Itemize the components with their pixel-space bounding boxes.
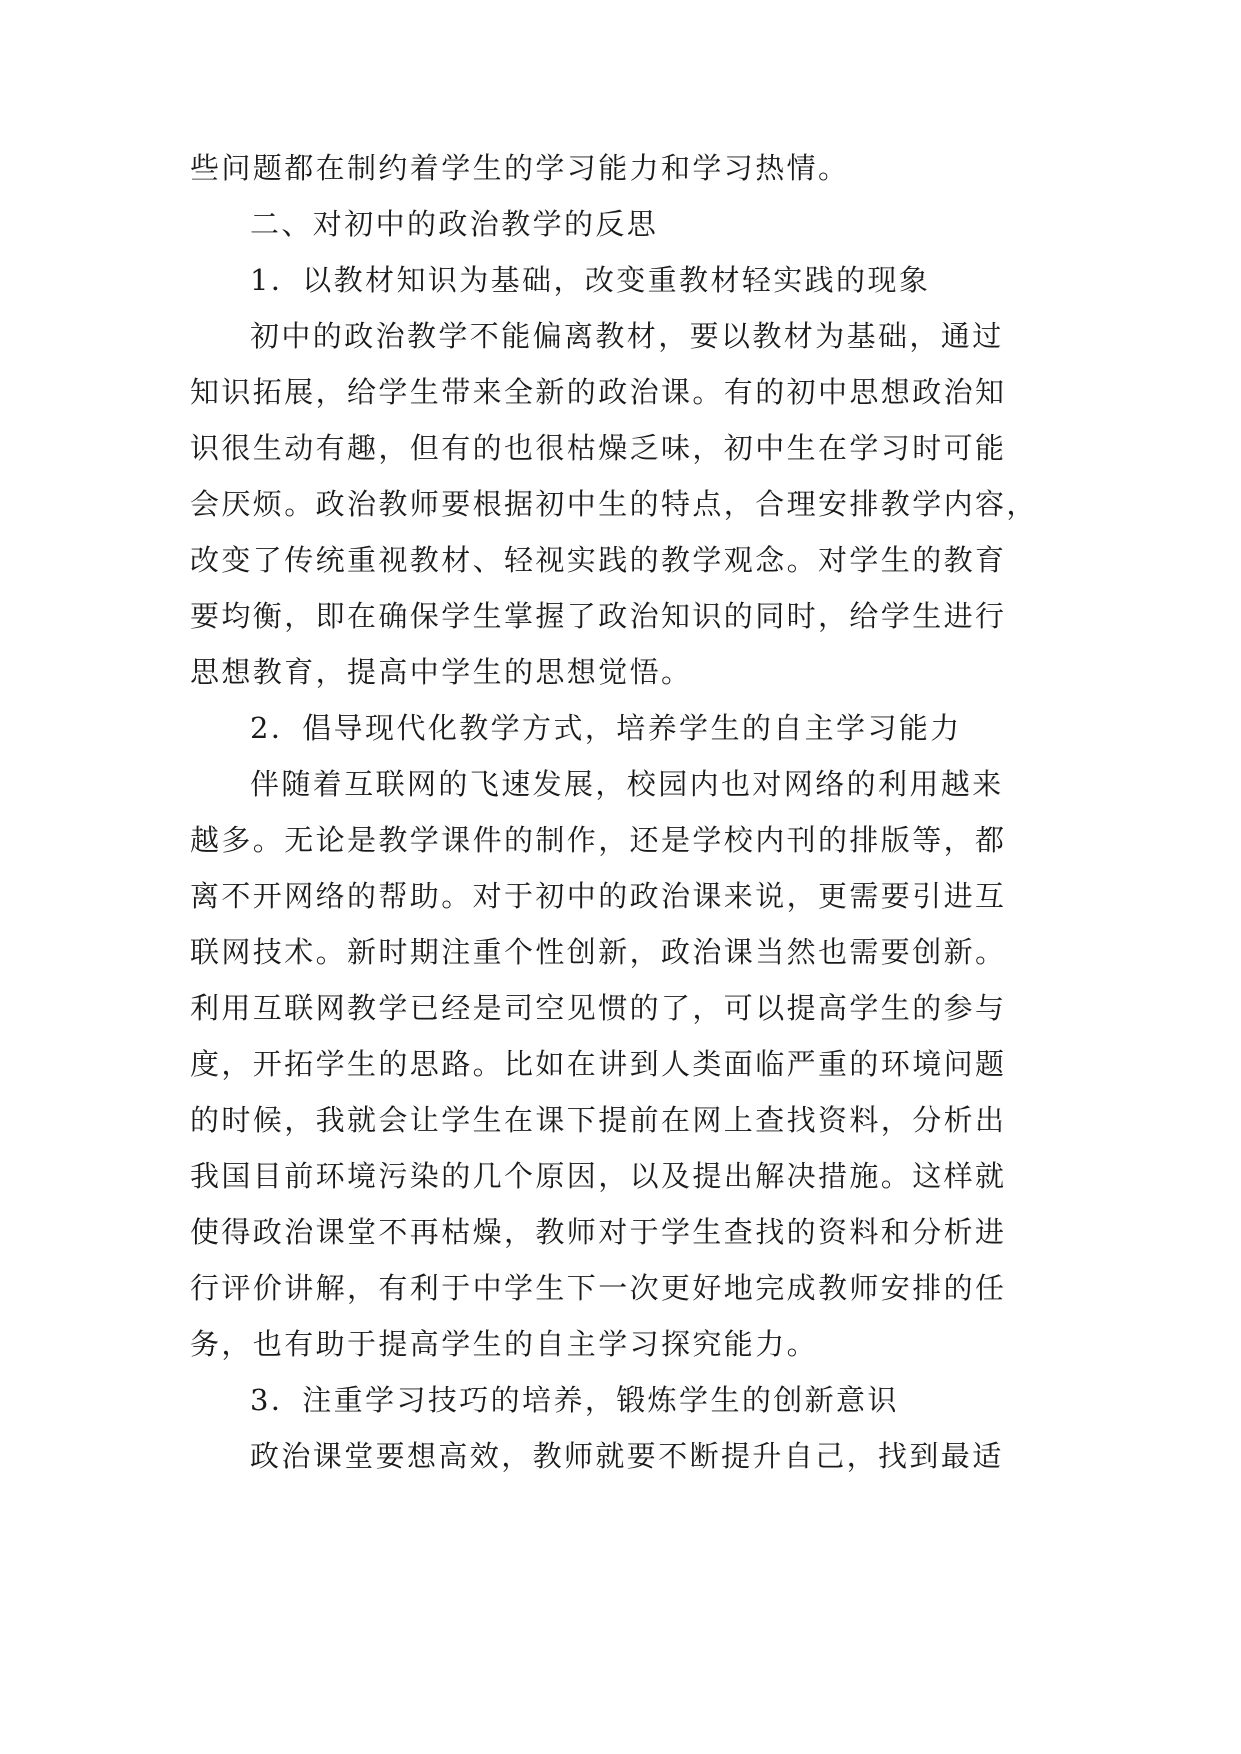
section-heading: 二、对初中的政治教学的反思 <box>250 207 659 241</box>
text-line: 会厌烦。政治教师要根据初中生的特点，合理安排教学内容， <box>190 487 1038 521</box>
text-line: 伴随着互联网的飞速发展，校园内也对网络的利用越来 <box>250 767 1004 801</box>
subsection-heading: 1．以教材知识为基础，改变重教材轻实践的现象 <box>250 263 931 297</box>
text-line: 的时候，我就会让学生在课下提前在网上查找资料，分析出 <box>190 1103 1007 1137</box>
text-line: 越多。无论是教学课件的制作，还是学校内刊的排版等，都 <box>190 823 1007 857</box>
text-line: 知识拓展，给学生带来全新的政治课。有的初中思想政治知 <box>190 375 1007 409</box>
text-line: 联网技术。新时期注重个性创新，政治课当然也需要创新。 <box>190 935 1007 969</box>
text-line: 些问题都在制约着学生的学习能力和学习热情。 <box>190 151 850 185</box>
text-line: 政治课堂要想高效，教师就要不断提升自己，找到最适 <box>250 1439 1004 1473</box>
text-line: 思想教育，提高中学生的思想觉悟。 <box>190 655 693 689</box>
text-line: 我国目前环境污染的几个原因，以及提出解决措施。这样就 <box>190 1159 1007 1193</box>
subsection-heading: 3．注重学习技巧的培养，锻炼学生的创新意识 <box>250 1383 899 1417</box>
text-line: 务，也有助于提高学生的自主学习探究能力。 <box>190 1327 819 1361</box>
text-line: 利用互联网教学已经是司空见惯的了，可以提高学生的参与 <box>190 991 1007 1025</box>
text-line: 度，开拓学生的思路。比如在讲到人类面临严重的环境问题 <box>190 1047 1007 1081</box>
subsection-heading: 2．倡导现代化教学方式，培养学生的自主学习能力 <box>250 711 962 745</box>
text-line: 行评价讲解，有利于中学生下一次更好地完成教师安排的任 <box>190 1271 1007 1305</box>
text-line: 改变了传统重视教材、轻视实践的教学观念。对学生的教育 <box>190 543 1007 577</box>
text-line: 离不开网络的帮助。对于初中的政治课来说，更需要引进互 <box>190 879 1007 913</box>
text-line: 要均衡，即在确保学生掌握了政治知识的同时，给学生进行 <box>190 599 1007 633</box>
text-line: 初中的政治教学不能偏离教材，要以教材为基础，通过 <box>250 319 1004 353</box>
text-line: 识很生动有趣，但有的也很枯燥乏味，初中生在学习时可能 <box>190 431 1007 465</box>
text-line: 使得政治课堂不再枯燥，教师对于学生查找的资料和分析进 <box>190 1215 1007 1249</box>
